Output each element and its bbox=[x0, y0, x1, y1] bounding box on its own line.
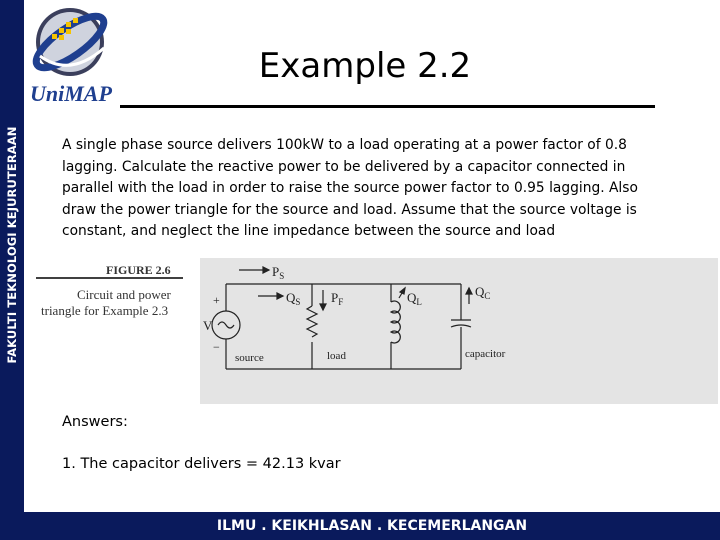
footer-bar bbox=[24, 512, 720, 540]
circuit-figure bbox=[33, 258, 718, 404]
figure-image-area bbox=[200, 258, 718, 404]
logo-wordmark: UniMAP bbox=[30, 81, 112, 106]
v-label: V bbox=[203, 318, 213, 333]
ps-label: $P_S$ bbox=[272, 264, 285, 281]
capacitor-label: capacitor bbox=[465, 348, 506, 360]
answer-item-1: 1. The capacitor delivers = 42.13 kvar bbox=[62, 456, 341, 472]
answers-heading: Answers: bbox=[62, 414, 128, 430]
source-label: source bbox=[235, 352, 264, 364]
qc-label: $Q_C$ bbox=[475, 284, 491, 301]
footer-motto: ILMU . KEIKHLASAN . KECEMERLANGAN bbox=[216, 518, 528, 534]
caption-line-2: triangle for Example 2.3 bbox=[41, 303, 169, 318]
minus-sign: − bbox=[213, 340, 220, 354]
load-label: load bbox=[327, 350, 346, 362]
slide-title: Example 2.2 bbox=[258, 46, 472, 86]
caption-area bbox=[33, 258, 200, 404]
plus-sign: + bbox=[213, 293, 220, 307]
qs-label: $Q_S$ bbox=[286, 290, 301, 307]
title-underline bbox=[120, 105, 655, 108]
faculty-label: FAKULTI TEKNOLOGI KEJURUTERAAN bbox=[5, 126, 19, 364]
left-sidebar bbox=[0, 0, 24, 540]
unimap-emblem-icon bbox=[28, 4, 120, 106]
problem-statement: A single phase source delivers 100kW to a load operating at a power factor of 0.8 lagging. Calculate the reactive power to be delivered by a capacitor connected in parallel with the load in order to raise the source power factor to 0.95 lagging. Also draw the power triangle for the source and load. Assume that the source voltage is constant, and neglect the line impedance between the source and load bbox=[62, 137, 638, 239]
caption-line-1: Circuit and power bbox=[77, 287, 171, 302]
unimap-logo bbox=[28, 4, 120, 106]
pf-label: $P_F$ bbox=[331, 290, 344, 307]
ql-label: $Q_L$ bbox=[407, 290, 422, 307]
figure-label: FIGURE 2.6 bbox=[106, 263, 171, 277]
